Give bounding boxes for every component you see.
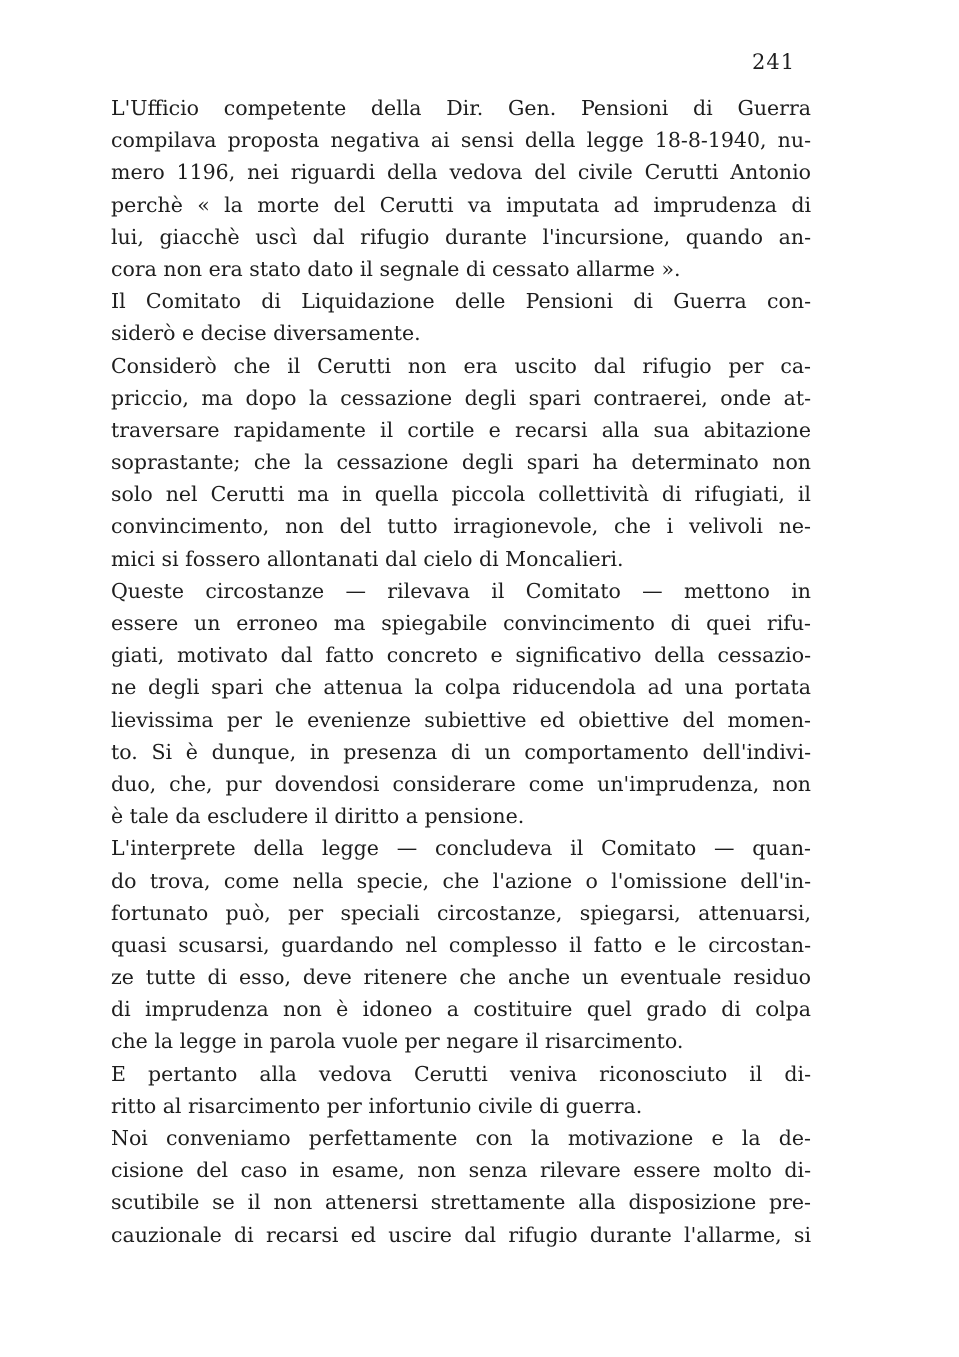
text-line: essere un erroneo ma spiegabile convincimento di quei rifu- [111, 611, 811, 635]
text-line: lui, giacchè uscì dal rifugio durante l'incursione, quando an- [111, 224, 811, 249]
text-line: Il Comitato di Liquidazione delle Pensioni di Guerra con- [111, 289, 811, 314]
text-line: che la legge in parola vuole per negare il risarcimento. [111, 1029, 684, 1054]
text-line: do trova, come nella specie, che l'azione o l'omissione dell'in- [111, 868, 811, 893]
text-line: priccio, ma dopo la cessazione degli spari contraerei, onde at- [111, 385, 811, 410]
text-line: siderò e decise diversamente. [111, 321, 421, 346]
text-line: ritto al risarcimento per infortunio civile di guerra. [111, 1093, 643, 1118]
text-line: di imprudenza non è idoneo a costituire quel grado di colpa [111, 997, 811, 1022]
text-line: quasi scusarsi, guardando nel complesso il fatto e le circostan- [111, 932, 811, 957]
text-line: solo nel Cerutti ma in quella piccola collettività di rifugiati, il [111, 482, 811, 507]
text-line: Noi conveniamo perfettamente con la motivazione e la de- [111, 1126, 811, 1150]
text-line: cisione del caso in esame, non senza rilevare essere molto di- [111, 1158, 811, 1183]
text-line: lievissima per le evenienze subiettive ed obiettive del momen- [111, 707, 811, 732]
text-line: ne degli spari che attenua la colpa riducendola ad una portata [111, 675, 811, 700]
text-line: soprastante; che la cessazione degli spari ha determinato non [111, 450, 811, 475]
text-line: traversare rapidamente il cortile e recarsi alla sua abitazione [111, 417, 811, 442]
text-line: cora non era stato dato il segnale di cessato allarme ». [111, 256, 681, 281]
text-line: to. Si è dunque, in presenza di un comportamento dell'indivi- [111, 739, 811, 764]
text-line: mero 1196, nei riguardi della vedova del civile Cerutti Antonio [111, 160, 811, 185]
text-line: è tale da escludere il diritto a pensione. [111, 804, 525, 829]
text-line: cauzionale di recarsi ed uscire dal rifugio durante l'allarme, si [111, 1222, 811, 1247]
text-line: ze tutte di esso, deve ritenere che anche un eventuale residuo [111, 965, 811, 990]
text-line: convincimento, non del tutto irragionevole, che i velivoli ne- [111, 514, 811, 539]
page-number: 241 [752, 50, 796, 74]
text-line: scutibile se il non attenersi strettamente alla disposizione pre- [111, 1190, 811, 1215]
text-line: E pertanto alla vedova Cerutti veniva riconosciuto il di- [111, 1061, 811, 1086]
text-line: Considerò che il Cerutti non era uscito dal rifugio per ca- [111, 353, 811, 378]
text-line: mici si fossero allontanati dal cielo di Moncalieri. [111, 546, 624, 571]
text-line: giati, motivato dal fatto concreto e significativo della cessazio- [111, 643, 811, 668]
text-line: L'interprete della legge — concludeva il Comitato — quan- [111, 836, 811, 861]
text-line: duo, che, pur dovendosi considerare come un'imprudenza, non [111, 771, 811, 796]
text-line: fortunato può, per speciali circostanze, spiegarsi, attenuarsi, [111, 900, 811, 925]
text-line: Queste circostanze — rilevava il Comitato — mettono in [111, 578, 811, 603]
text-line: perchè « la morte del Cerutti va imputata ad imprudenza di [111, 192, 811, 217]
body-text [111, 92, 811, 1251]
text-line: L'Ufficio competente della Dir. Gen. Pensioni di Guerra [111, 96, 811, 120]
text-line: compilava proposta negativa ai sensi della legge 18-8-1940, nu- [111, 128, 811, 153]
